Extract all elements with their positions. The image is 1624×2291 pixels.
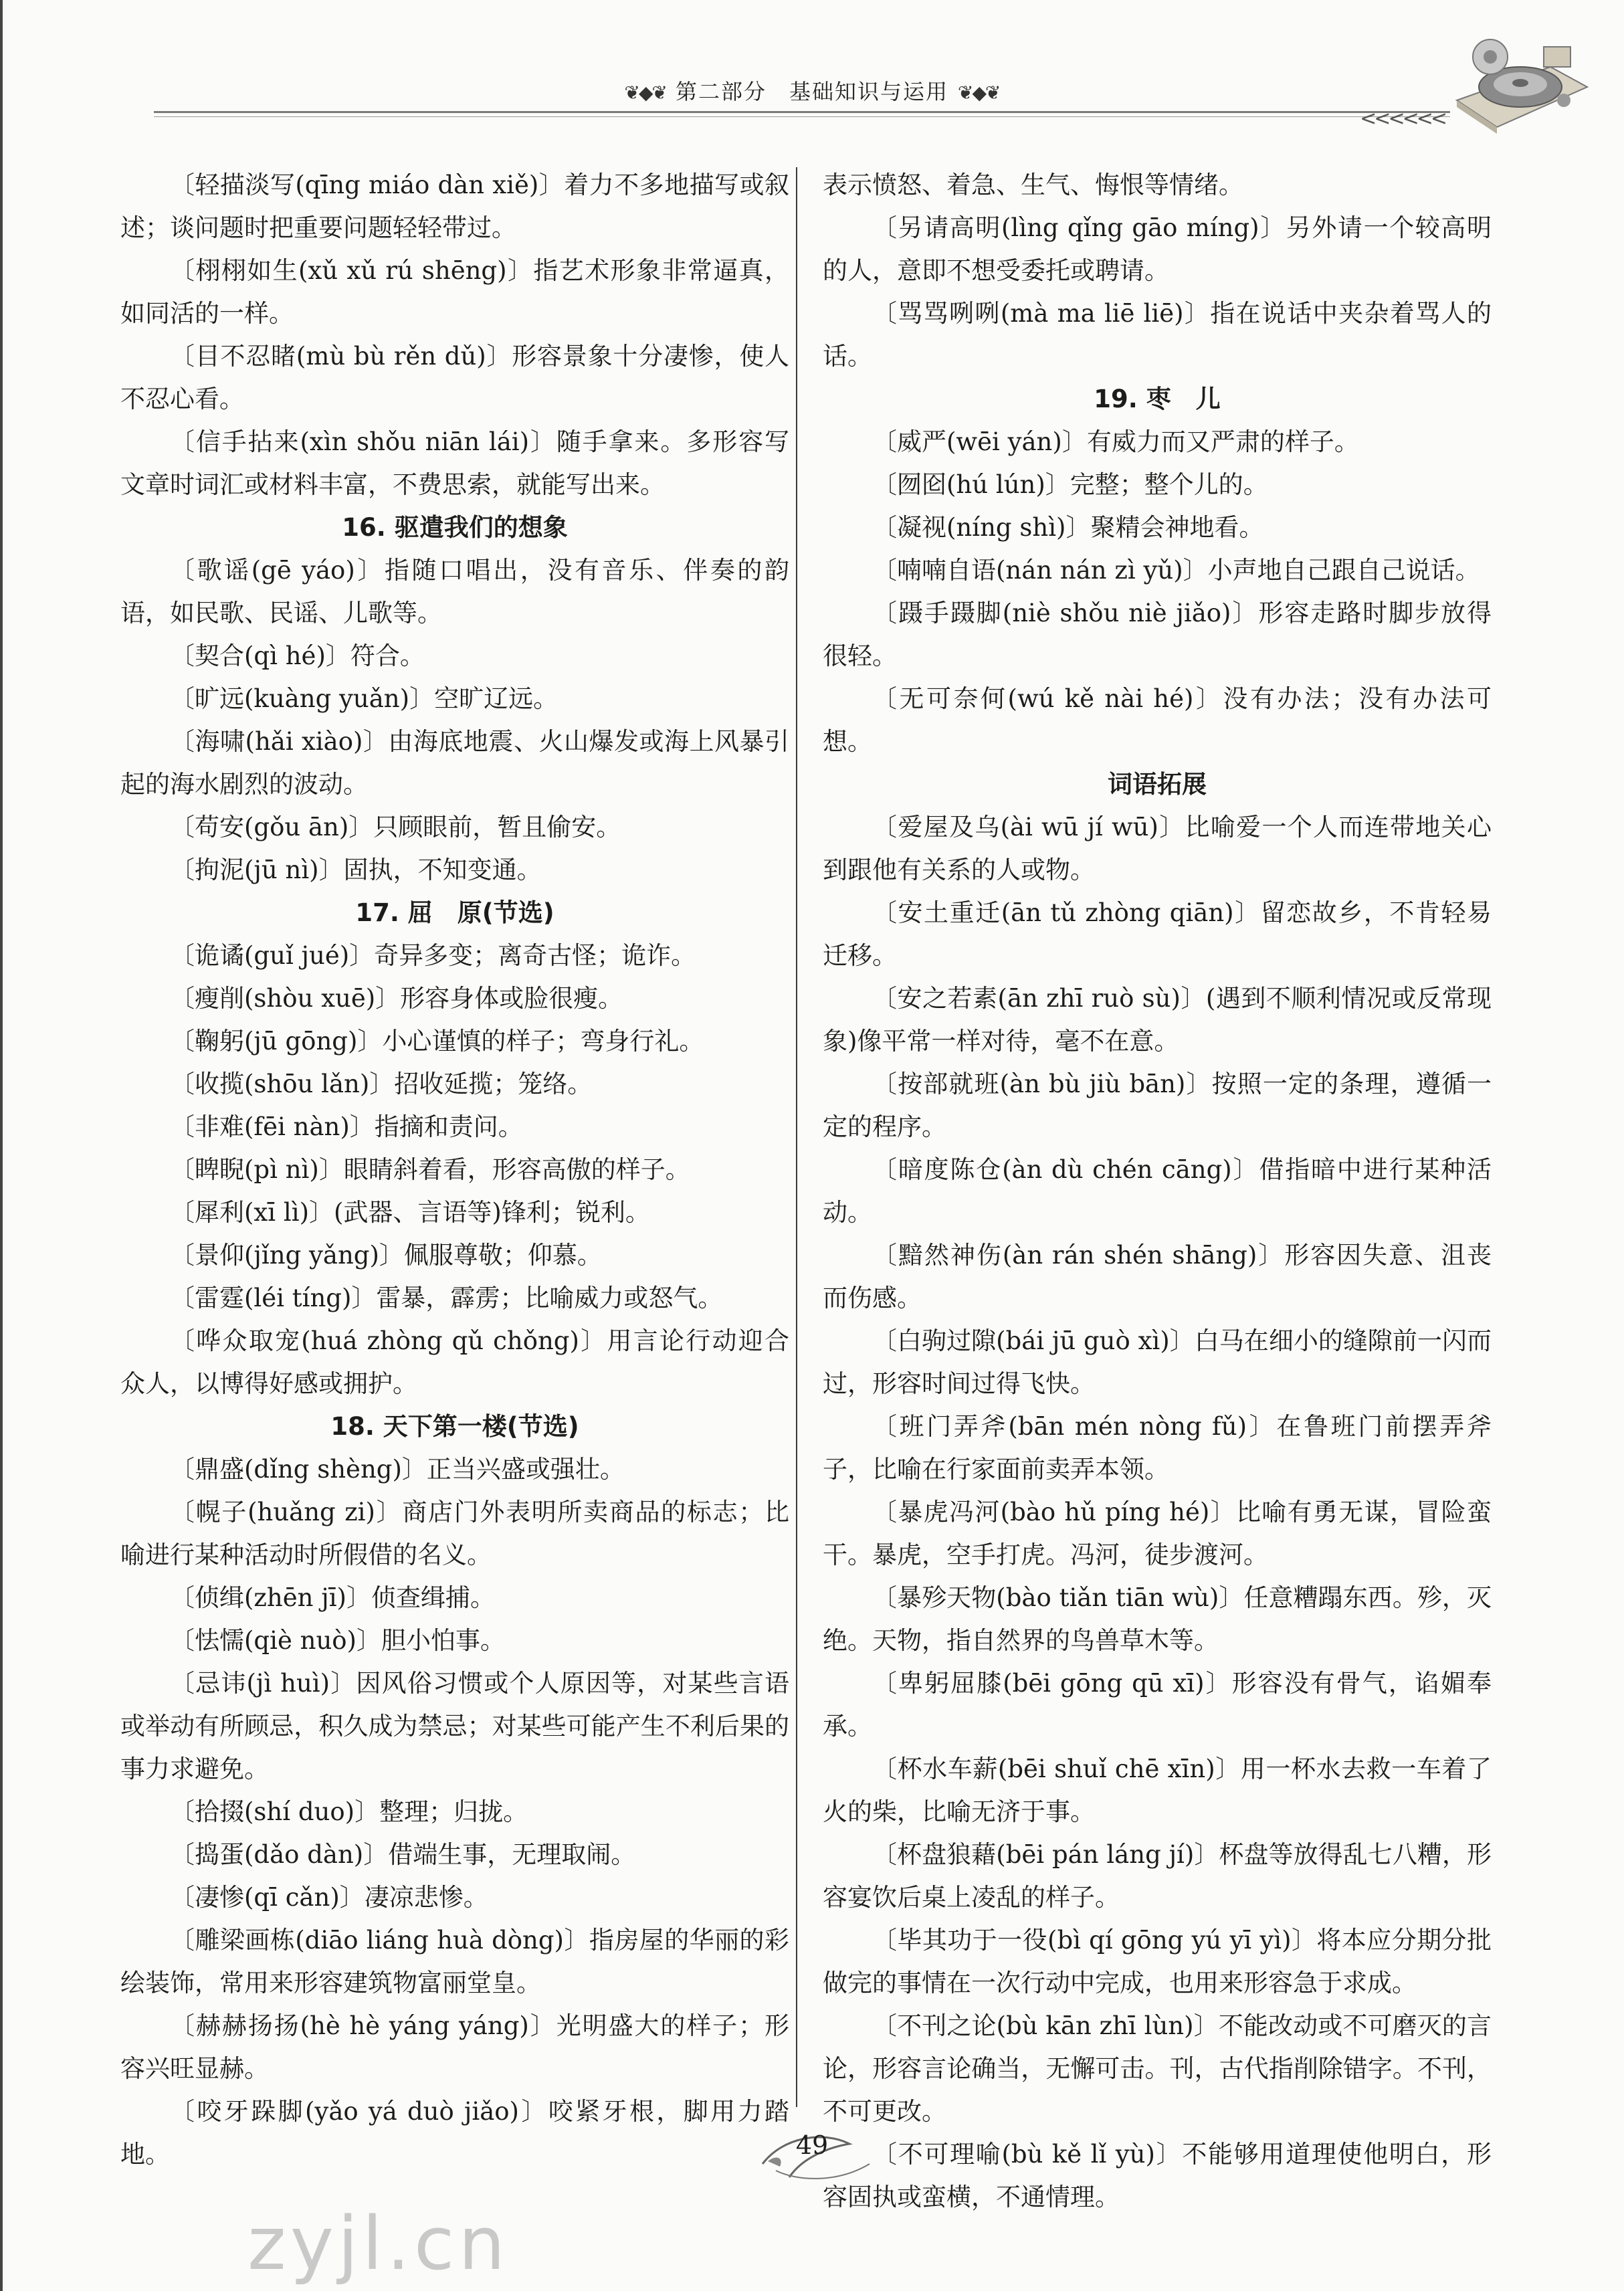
vocab-entry: 〔安土重迁(ān tǔ zhòng qiān)〕留恋故乡，不肯轻易迁移。	[823, 898, 1492, 970]
vocab-entry: 〔犀利(xī lì)〕(武器、言语等)锋利；锐利。	[170, 1198, 650, 1227]
vocab-entry: 〔白驹过隙(bái jū guò xì)〕白马在细小的缝隙前一闪而过，形容时间过得飞快。	[823, 1326, 1492, 1398]
vocab-entry: 〔苟安(gǒu ān)〕只顾眼前，暂且偷安。	[170, 813, 621, 841]
vocab-entry: 〔契合(qì hé)〕符合。	[170, 641, 425, 670]
vocab-entry: 〔轻描淡写(qīng miáo dàn xiě)〕着力不多地描写或叙述；谈问题时把重要问题轻轻带过。	[120, 171, 789, 242]
vocab-entry: 〔囫囵(hú lún)〕完整；整个儿的。	[872, 470, 1268, 499]
vocab-entry: 〔拘泥(jū nì)〕固执，不知变通。	[170, 856, 542, 884]
header-rule	[154, 111, 1450, 113]
page-number: 49	[795, 2130, 829, 2160]
corner-gramophone-icon	[1450, 20, 1591, 134]
vocab-entry: 〔雷霆(léi tíng)〕雷暴，霹雳；比喻威力或怒气。	[170, 1284, 723, 1312]
site-watermark: zyjl.cn	[247, 2201, 510, 2286]
vocab-entry: 〔凄惨(qī cǎn)〕凄凉悲惨。	[170, 1883, 488, 1912]
header-chevrons: <<<<<<	[1360, 107, 1445, 130]
vocab-entry: 〔鞠躬(jū gōng)〕小心谨慎的样子；弯身行礼。	[170, 1027, 704, 1056]
vocab-entry: 〔拾掇(shí duo)〕整理；归拢。	[170, 1797, 528, 1826]
vocab-entry: 〔凝视(níng shì)〕聚精会神地看。	[872, 513, 1264, 542]
vocab-entry: 〔另请高明(lìng qǐng gāo míng)〕另外请一个较高明的人，意即不想受委托或聘请。	[823, 213, 1492, 285]
section-title: 18. 天下第一楼(节选)	[330, 1412, 579, 1441]
column-divider	[796, 167, 797, 2107]
vocab-entry: 〔无可奈何(wú kě nài hé)〕没有办法；没有办法可想。	[823, 684, 1492, 756]
vocab-entry: 〔瘦削(shòu xuē)〕形容身体或脸很瘦。	[170, 984, 623, 1013]
vocab-entry: 〔幌子(huǎng zi)〕商店门外表明所卖商品的标志；比喻进行某种活动时所假借的名义。	[120, 1498, 789, 1569]
section-title: 词语拓展	[1108, 770, 1207, 799]
header-title-text: 第二部分 基础知识与运用	[675, 79, 948, 104]
vocab-entry: 〔信手拈来(xìn shǒu niān lái)〕随手拿来。多形容写文章时词汇或材料丰富，不费思索，就能写出来。	[120, 427, 789, 499]
vocab-entry: 〔海啸(hǎi xiào)〕由海底地震、火山爆发或海上风暴引起的海水剧烈的波动。	[120, 727, 789, 799]
vocab-entry: 〔睥睨(pì nì)〕眼睛斜着看，形容高傲的样子。	[170, 1155, 690, 1184]
vocab-entry: 〔不刊之论(bù kān zhī lùn)〕不能改动或不可磨灭的言论，形容言论确当，无懈可击。刊，古代指削除错字。不刊，不可更改。	[823, 2011, 1492, 2126]
left-column	[120, 164, 789, 2176]
header-rule-thin	[154, 116, 1450, 117]
vocab-entry: 〔捣蛋(dǎo dàn)〕借端生事，无理取闹。	[170, 1840, 636, 1869]
vocab-entry: 〔黯然神伤(àn rán shén shāng)〕形容因失意、沮丧而伤感。	[823, 1241, 1492, 1312]
page-header	[0, 0, 1624, 140]
vocab-entry: 〔收揽(shōu lǎn)〕招收延揽；笼络。	[170, 1070, 593, 1098]
vocab-entry: 〔卑躬屈膝(bēi gōng qū xī)〕形容没有骨气，谄媚奉承。	[823, 1669, 1492, 1740]
vocab-entry: 〔暗度陈仓(àn dù chén cāng)〕借指暗中进行某种活动。	[823, 1155, 1492, 1227]
vocab-entry: 〔毕其功于一役(bì qí gōng yú yī yì)〕将本应分期分批做完的事情在一次行动中完成，也用来形容急于求成。	[823, 1926, 1492, 1997]
vocab-entry: 〔爱屋及乌(ài wū jí wū)〕比喻爱一个人而连带地关心到跟他有关系的人或物。	[823, 813, 1492, 884]
vocab-entry: 〔班门弄斧(bān mén nòng fǔ)〕在鲁班门前摆弄斧子，比喻在行家面前卖弄本领。	[823, 1412, 1492, 1484]
header-left-ornament-icon: ❦◆❦	[624, 82, 666, 104]
header-right-ornament-icon: ❦◆❦	[958, 82, 1000, 104]
section-title: 19. 枣 儿	[1094, 385, 1221, 413]
vocab-entry: 〔旷远(kuàng yuǎn)〕空旷辽远。	[170, 684, 559, 713]
page-edge-shadow	[0, 0, 3, 2291]
vocab-entry: 〔骂骂咧咧(mà ma liē liē)〕指在说话中夹杂着骂人的话。	[823, 299, 1492, 371]
vocab-entry: 〔杯水车薪(bēi shuǐ chē xīn)〕用一杯水去救一车着了火的柴，比喻无济于事。	[823, 1755, 1492, 1826]
vocab-entry: 〔蹑手蹑脚(niè shǒu niè jiǎo)〕形容走路时脚步放得很轻。	[823, 599, 1492, 670]
vocab-entry: 〔暴殄天物(bào tiǎn tiān wù)〕任意糟蹋东西。殄，灭绝。天物，指自然界的鸟兽草木等。	[823, 1583, 1492, 1655]
vocab-entry: 〔暴虎冯河(bào hǔ píng hé)〕比喻有勇无谋，冒险蛮干。暴虎，空手打虎。冯河，徒步渡河。	[823, 1498, 1492, 1569]
vocab-entry: 〔忌讳(jì huì)〕因风俗习惯或个人原因等，对某些言语或举动有所顾忌，积久成为禁忌；对某些可能产生不利后果的事力求避免。	[120, 1669, 789, 1783]
vocab-entry: 〔栩栩如生(xǔ xǔ rú shēng)〕指艺术形象非常逼真，如同活的一样。	[120, 256, 789, 328]
vocab-entry: 〔非难(fēi nàn)〕指摘和责问。	[170, 1112, 523, 1141]
vocab-entry: 〔侦缉(zhēn jī)〕侦查缉捕。	[170, 1583, 495, 1612]
vocab-entry: 〔威严(wēi yán)〕有威力而又严肃的样子。	[872, 427, 1359, 456]
vocab-entry: 〔鼎盛(dǐng shèng)〕正当兴盛或强壮。	[170, 1455, 625, 1484]
vocab-entry: 〔诡谲(guǐ jué)〕奇异多变；离奇古怪；诡诈。	[170, 941, 696, 970]
vocab-entry: 〔杯盘狼藉(bēi pán láng jí)〕杯盘等放得乱七八糟，形容宴饮后桌上凌乱的样子。	[823, 1840, 1492, 1912]
vocab-entry: 〔雕梁画栋(diāo liáng huà dòng)〕指房屋的华丽的彩绘装饰，常用来形容建筑物富丽堂皇。	[120, 1926, 789, 1997]
vocab-entry: 〔喃喃自语(nán nán zì yǔ)〕小声地自己跟自己说话。	[872, 556, 1480, 585]
vocab-entry: 〔哗众取宠(huá zhòng qǔ chǒng)〕用言论行动迎合众人，以博得好感或拥护。	[120, 1326, 789, 1398]
vocab-entry: 〔赫赫扬扬(hè hè yáng yáng)〕光明盛大的样子；形容兴旺显赫。	[120, 2011, 789, 2083]
vocab-entry: 〔安之若素(ān zhī ruò sù)〕(遇到不顺利情况或反常现象)像平常一样对待，毫不在意。	[823, 984, 1492, 1056]
section-title: 17. 屈 原(节选)	[355, 898, 554, 927]
vocab-entry: 〔目不忍睹(mù bù rěn dǔ)〕形容景象十分凄惨，使人不忍心看。	[120, 342, 789, 413]
vocab-entry: 〔不可理喻(bù kě lǐ yù)〕不能够用道理使他明白，形容固执或蛮横，不通情理。	[823, 2140, 1492, 2211]
vocab-entry: 〔景仰(jǐng yǎng)〕佩服尊敬；仰慕。	[170, 1241, 602, 1270]
right-column	[823, 164, 1492, 2219]
vocab-entry: 〔歌谣(gē yáo)〕指随口唱出，没有音乐、伴奏的韵语，如民歌、民谣、儿歌等。	[120, 556, 789, 627]
entry-continuation: 表示愤怒、着急、生气、悔恨等情绪。	[823, 171, 1243, 199]
vocab-entry: 〔咬牙跺脚(yǎo yá duò jiǎo)〕咬紧牙根，脚用力踏地。	[120, 2097, 789, 2169]
vocab-entry: 〔按部就班(àn bù jiù bān)〕按照一定的条理，遵循一定的程序。	[823, 1070, 1492, 1141]
running-header	[0, 75, 1624, 106]
section-title: 16. 驱遣我们的想象	[342, 513, 568, 542]
vocab-entry: 〔怯懦(qiè nuò)〕胆小怕事。	[170, 1626, 505, 1655]
